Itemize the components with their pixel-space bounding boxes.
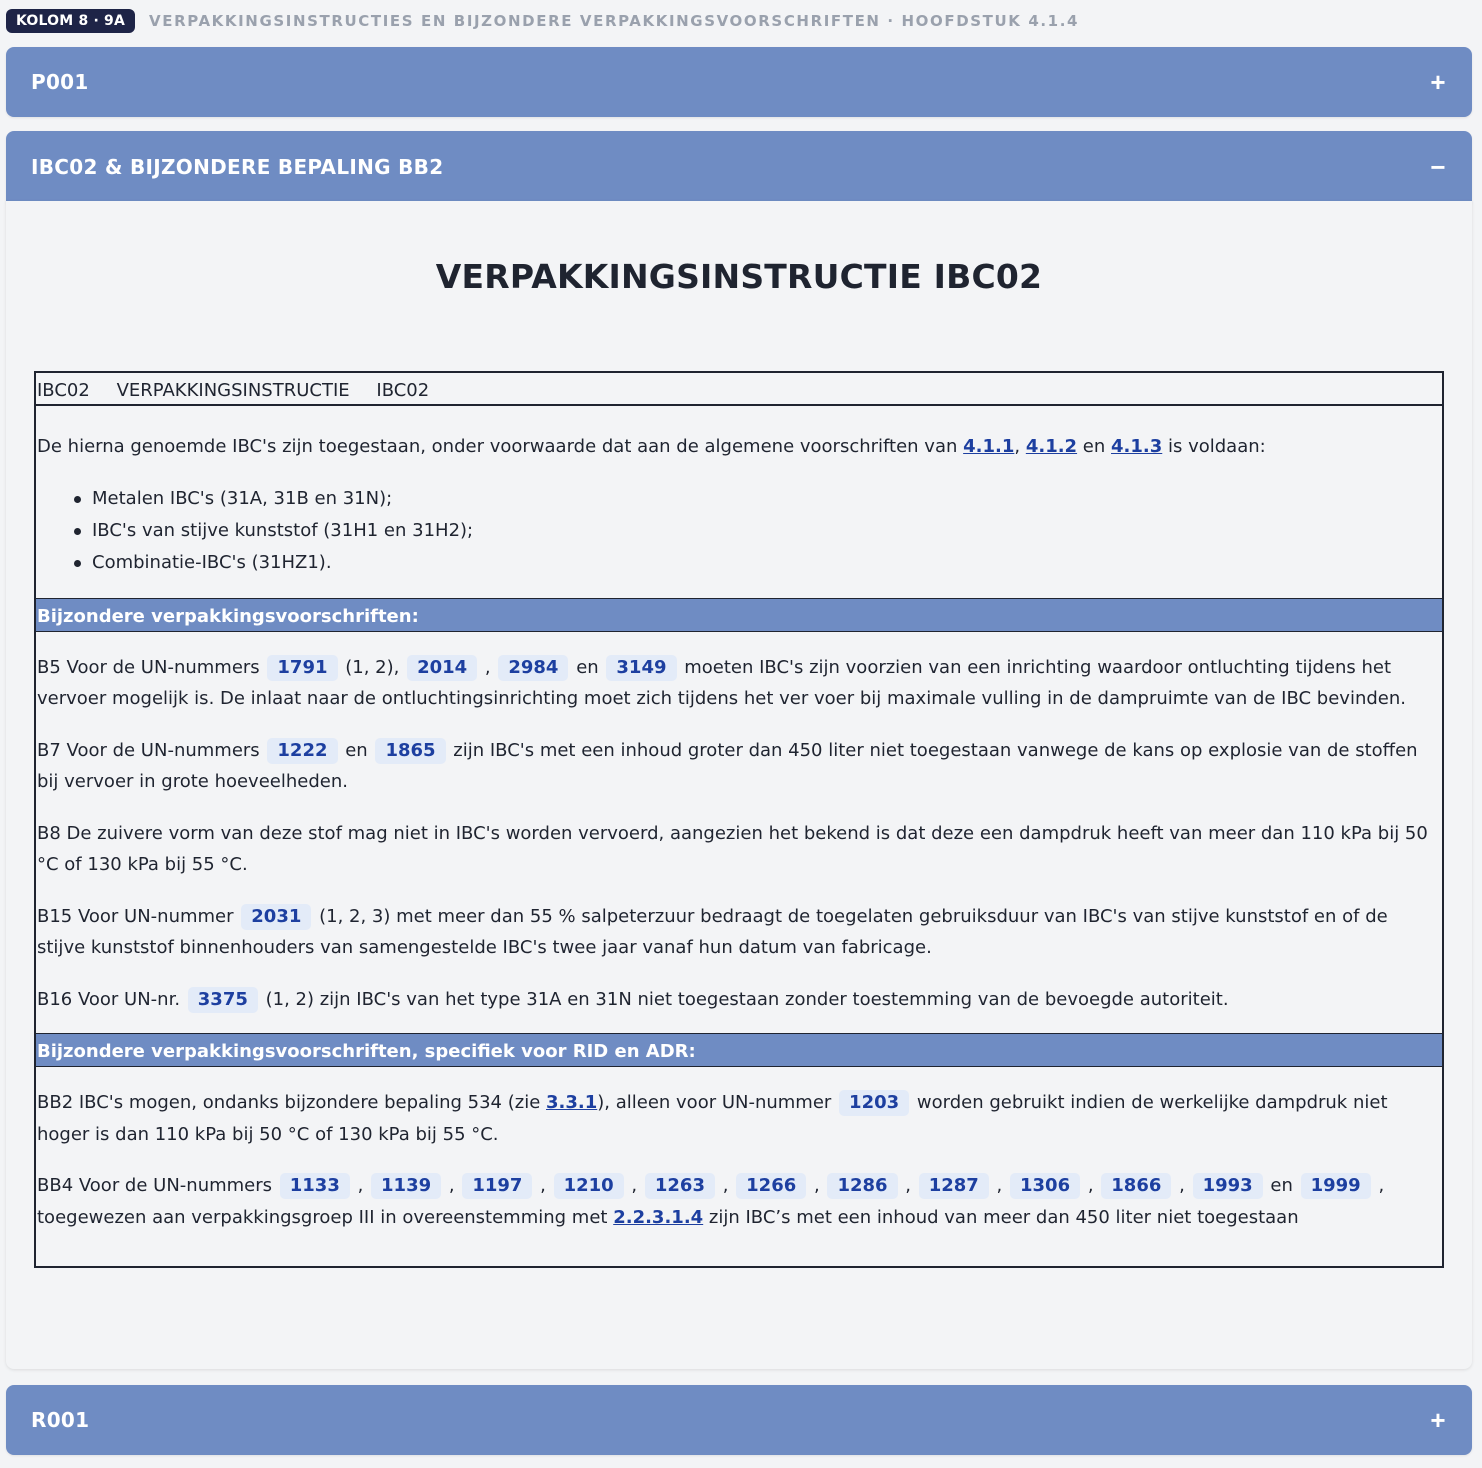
list-separator: ,	[716, 1175, 735, 1196]
intro-text: is voldaan:	[1162, 436, 1266, 457]
intro-paragraph	[36, 406, 1442, 463]
expand-plus-icon[interactable]: +	[1430, 67, 1446, 97]
un-number-chip[interactable]: 1139	[371, 1173, 441, 1199]
provision-text: BB4 Voor de UN-nummers	[37, 1175, 278, 1196]
un-number-chip[interactable]: 1222	[267, 738, 337, 764]
breadcrumb: VERPAKKINGSINSTRUCTIES EN BIJZONDERE VERPAKKINGSVOORSCHRIFTEN · HOOFDSTUK 4.1.4	[149, 12, 1080, 30]
un-number-chip[interactable]: 1287	[919, 1173, 989, 1199]
section-header-rid-adr: Bijzondere verpakkingsvoorschriften, specifiek voor RID en ADR:	[36, 1033, 1442, 1067]
header-label: VERPAKKINGSINSTRUCTIE	[116, 380, 350, 401]
un-number-chip[interactable]: 1791	[267, 655, 337, 681]
provision-text: B7 Voor de UN-nummers	[37, 739, 266, 761]
provision-text: zijn IBC's met een inhoud groter dan 450 liter niet toegestaan vanwege de kans op explosie van de stoffen bij vervoer in grote hoeveelheden.	[37, 739, 1418, 792]
header-code-left: IBC02	[37, 380, 90, 401]
list-separator: ,	[625, 1175, 643, 1196]
provision-text: en	[570, 656, 605, 678]
un-number-chip[interactable]: 1197	[462, 1173, 532, 1199]
list-item: Metalen IBC's (31A, 31B en 31N);	[92, 483, 1442, 515]
header-code-right: IBC02	[376, 380, 430, 401]
provision-text: ,	[479, 656, 497, 678]
provision-b15	[36, 901, 1442, 964]
intro-sep: en	[1077, 436, 1112, 457]
provision-b16	[36, 984, 1442, 1016]
document-title: VERPAKKINGSINSTRUCTIE IBC02	[435, 257, 1043, 296]
list-separator: ,	[1082, 1175, 1100, 1196]
provision-text: (1, 2, 3) met meer dan 55 % salpeterzuur bedraagt de toegelaten gebruiksduur van IBC's van stijve kunststof en of de stijve kunststof binnenhouders van samengestelde IBC's twee jaar vanaf hun datum van fabricage.	[37, 905, 1388, 958]
un-number-chip[interactable]: 2014	[407, 655, 477, 681]
provision-text: B5 Voor de UN-nummers	[37, 656, 266, 678]
un-number-chip[interactable]: 1306	[1010, 1173, 1080, 1199]
top-bar	[6, 8, 1079, 34]
accordion-header-r001[interactable]	[6, 1385, 1472, 1455]
ibc-type-list	[92, 483, 1442, 579]
collapse-minus-icon[interactable]: −	[1430, 152, 1446, 182]
list-item: IBC's van stijve kunststof (31H1 en 31H2);	[92, 515, 1442, 547]
link-4-1-1[interactable]: 4.1.1	[963, 436, 1015, 457]
provision-bb2	[36, 1087, 1442, 1150]
provision-text: (1, 2) zijn IBC's van het type 31A en 31N niet toegestaan zonder toestemming van de bevoegde autoriteit.	[259, 988, 1229, 1010]
provision-b8: B8 De zuivere vorm van deze stof mag niet in IBC's worden vervoerd, aangezien het bekend is dat deze een dampdruk heeft van meer dan 110 kPa bij 50 °C of 130 kPa bij 55 °C.	[37, 822, 1428, 875]
un-number-chip[interactable]: 1866	[1101, 1173, 1171, 1199]
provision-text: (1, 2),	[339, 656, 406, 678]
link-2-2-3-1-4[interactable]: 2.2.3.1.4	[613, 1206, 704, 1228]
un-number-chip[interactable]: 1993	[1193, 1173, 1263, 1199]
expand-plus-icon[interactable]: +	[1430, 1405, 1446, 1435]
link-3-3-1[interactable]: 3.3.1	[546, 1092, 598, 1113]
provision-text: moeten IBC's zijn voorzien van een inrichting waardoor ontluchting tijdens het vervoer mogelijk is. De inlaat naar de ontluchtingsinrichting moet zich tijdens het ver voer bij maximale vulling in de dampruimte van de IBC bevinden.	[37, 656, 1407, 709]
un-number-chip[interactable]: 1133	[280, 1173, 350, 1199]
accordion-body-ibc02	[6, 201, 1472, 1369]
un-number-chip[interactable]: 1999	[1301, 1173, 1371, 1199]
provision-bb4	[36, 1170, 1442, 1233]
un-number-chip[interactable]: 1263	[645, 1173, 715, 1199]
provision-text: B16 Voor UN-nr.	[37, 988, 186, 1010]
un-number-chip[interactable]: 1286	[827, 1173, 897, 1199]
un-number-chip[interactable]: 1203	[839, 1090, 909, 1116]
provision-text: B15 Voor UN-nummer	[37, 905, 240, 927]
intro-sep: ,	[1014, 436, 1026, 457]
accordion-title-ibc02: IBC02 & BIJZONDERE BEPALING BB2	[31, 155, 444, 179]
provision-text: worden gebruikt indien de werkelijke dampdruk niet hoger is dan 110 kPa bij 50 °C of 130 kPa bij 55 °C.	[37, 1092, 1388, 1145]
un-number-chip[interactable]: 3375	[188, 987, 258, 1013]
list-item: Combinatie-IBC's (31HZ1).	[92, 547, 1442, 579]
un-number-chip[interactable]: 2031	[241, 904, 311, 930]
instruction-table	[34, 371, 1444, 1268]
un-number-chip[interactable]: 3149	[606, 655, 676, 681]
accordion-header-p001[interactable]	[6, 47, 1472, 117]
instruction-table-header	[36, 373, 1442, 406]
provision-text: zijn IBC’s met een inhoud van meer dan 450 liter niet toegestaan	[703, 1206, 1299, 1228]
list-separator: ,	[899, 1175, 917, 1196]
column-badge: KOLOM 8 · 9A	[6, 9, 135, 33]
accordion-title-r001: R001	[31, 1408, 90, 1432]
list-separator: en	[1264, 1175, 1299, 1196]
list-separator: ,	[534, 1175, 552, 1196]
accordion-title-p001: P001	[31, 70, 89, 94]
provision-b5	[36, 652, 1442, 715]
list-separator: ,	[351, 1175, 370, 1196]
provision-text: BB2 IBC's mogen, ondanks bijzondere bepaling 534 (zie	[37, 1092, 546, 1113]
list-separator: ,	[808, 1175, 826, 1196]
link-4-1-3[interactable]: 4.1.3	[1111, 436, 1163, 457]
un-number-chip[interactable]: 2984	[498, 655, 568, 681]
provision-b7	[36, 735, 1442, 798]
un-number-chip[interactable]: 1210	[554, 1173, 624, 1199]
list-separator: ,	[990, 1175, 1008, 1196]
link-4-1-2[interactable]: 4.1.2	[1025, 436, 1078, 457]
provision-text: , toegewezen aan verpakkingsgroep III in overeenstemming met	[37, 1175, 1385, 1228]
un-number-chip[interactable]: 1865	[375, 738, 445, 764]
list-separator: ,	[443, 1175, 461, 1196]
list-separator: ,	[1173, 1175, 1191, 1196]
provision-text: ), alleen voor UN-nummer	[597, 1092, 838, 1113]
accordion-header-ibc02[interactable]	[6, 131, 1472, 203]
provision-text: en	[339, 739, 374, 761]
un-number-chip[interactable]: 1266	[736, 1173, 806, 1199]
section-header-special-provisions: Bijzondere verpakkingsvoorschriften:	[36, 598, 1442, 632]
intro-text: De hierna genoemde IBC's zijn toegestaan, onder voorwaarde dat aan de algemene voorschriften van	[37, 436, 964, 457]
